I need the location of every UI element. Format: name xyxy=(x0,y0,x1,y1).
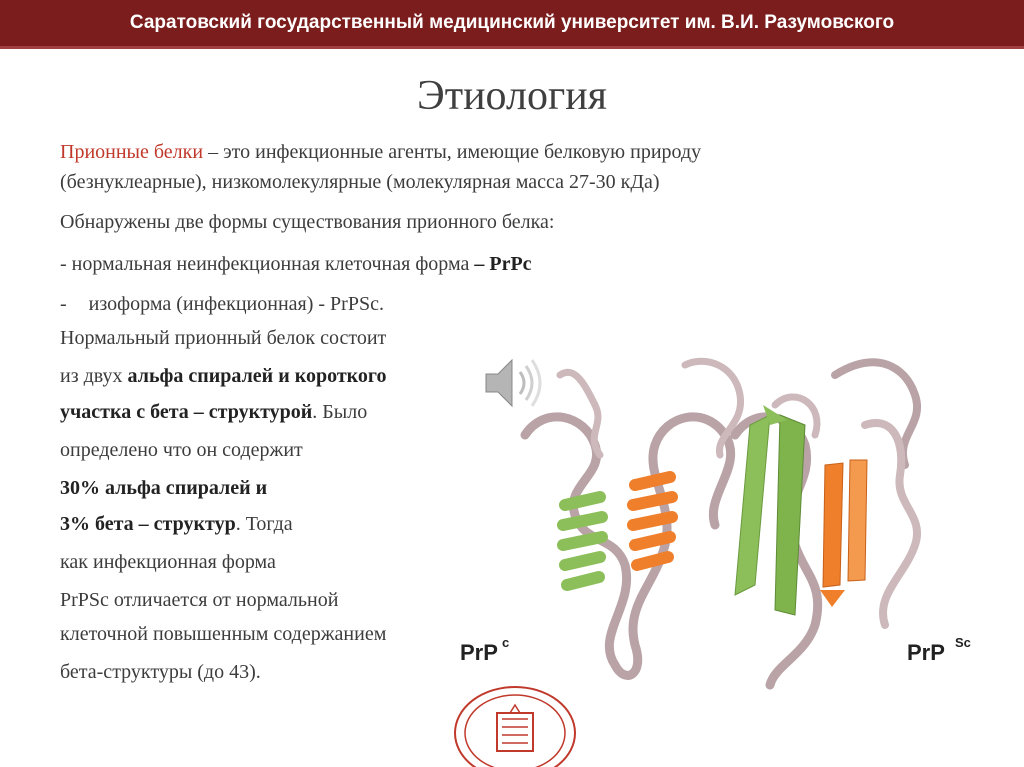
normal-form-line xyxy=(60,252,532,276)
body-line-7: как инфекционная форма xyxy=(60,551,276,573)
body-line-6 xyxy=(60,512,293,536)
figure-label-prpc xyxy=(460,635,509,665)
body-line-9: клеточной повышенным содержанием xyxy=(60,623,387,645)
body-line-6-bold: 3% бета – структур xyxy=(60,513,236,535)
body-line-3 xyxy=(60,400,367,424)
label-prpc-sup: c xyxy=(502,635,510,650)
definition-line-1 xyxy=(60,140,701,164)
body-line-8: PrPSc отличается от нормальной xyxy=(60,589,339,611)
header-bar xyxy=(0,0,1024,49)
label-prpsc-main: PrP xyxy=(907,640,945,665)
forms-intro: Обнаружены две формы существования прионного белка: xyxy=(60,211,555,233)
isoform-dash: - xyxy=(60,293,67,315)
normal-form-name: – PrPc xyxy=(474,253,532,275)
term-prion-proteins: Прионные белки xyxy=(60,141,204,163)
prpsc-structure xyxy=(735,362,917,685)
university-name: Саратовский государственный медицинский университет им. В.И. Разумовского xyxy=(129,12,895,33)
body-line-3-bold: участка с бета – структурой xyxy=(60,401,313,423)
body-line-2-text: из двух xyxy=(60,365,128,387)
figure-label-prpsc xyxy=(907,635,971,665)
university-seal-logo xyxy=(440,683,590,767)
body-line-6-text: . Тогда xyxy=(235,513,293,535)
prpc-structure xyxy=(525,361,817,675)
isoform-line xyxy=(60,292,384,316)
label-prpsc-sup: Sc xyxy=(955,635,971,650)
body-line-3-text: . Было xyxy=(312,401,368,423)
body-line-2 xyxy=(60,364,387,388)
body-line-4: определено что он содержит xyxy=(60,439,303,461)
isoform-text: изоформа (инфекционная) - PrPSc. xyxy=(88,293,384,315)
prion-structures-figure xyxy=(460,345,1005,690)
body-line-5-bold: 30% альфа спиралей и xyxy=(60,477,268,499)
label-prpc-main: PrP xyxy=(460,640,498,665)
body-line-2-bold: альфа спиралей и короткого xyxy=(127,365,387,387)
slide-title: Этиология xyxy=(417,73,607,119)
body-line-5 xyxy=(60,476,267,500)
body-line-1: Нормальный прионный белок состоит xyxy=(60,327,387,349)
body-line-10: бета-структуры (до 43). xyxy=(60,661,261,683)
definition-text: – это инфекционные агенты, имеющие белковую природу xyxy=(203,141,702,163)
normal-form-text: - нормальная неинфекционная клеточная форма xyxy=(60,253,475,275)
definition-line-2: (безнуклеарные), низкомолекулярные (молекулярная масса 27-30 кДа) xyxy=(60,171,660,193)
